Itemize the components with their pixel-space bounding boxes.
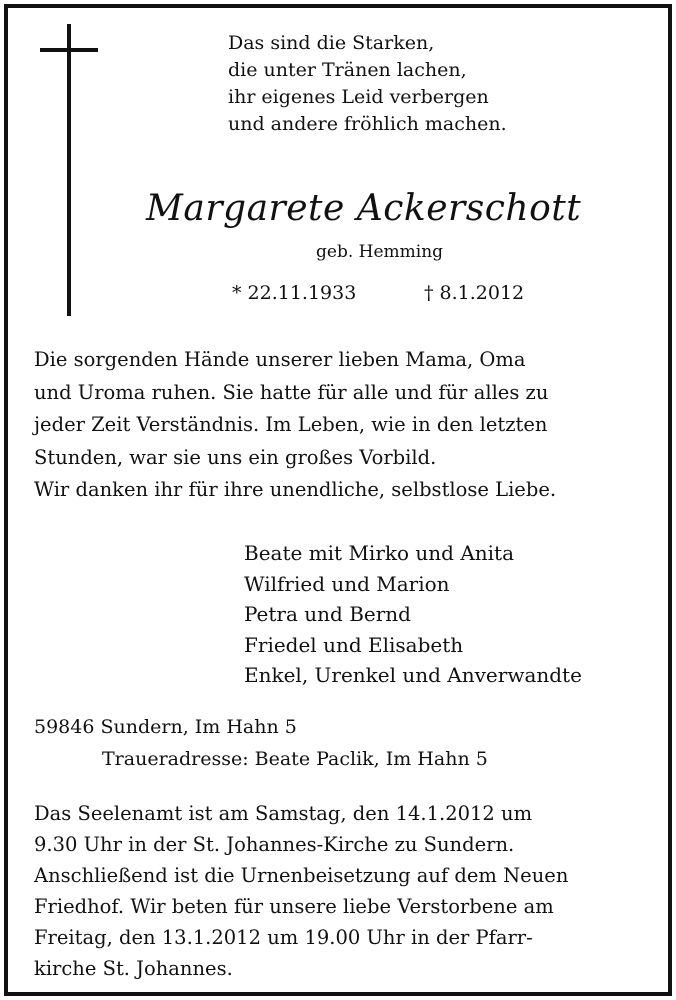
cross-horizontal-bar — [40, 48, 98, 52]
tribute-line: Stunden, war sie uns ein großes Vorbild. — [34, 445, 437, 469]
service-paragraph — [34, 798, 568, 984]
family-member: Petra und Bernd — [244, 602, 411, 626]
death-date: † 8.1.2012 — [424, 282, 525, 304]
tribute-line: Wir danken ihr für ihre unendliche, selbstlose Liebe. — [34, 478, 557, 501]
tribute-line: und Uroma ruhen. Sie hatte für alle und für alles zu — [34, 380, 549, 404]
tribute-paragraph — [34, 344, 556, 507]
service-line: Friedhof. Wir beten für unsere liebe Verstorbene am — [34, 895, 554, 918]
family-member: Enkel, Urenkel und Anverwandte — [244, 663, 582, 687]
service-line: Freitag, den 13.1.2012 um 19.00 Uhr in der Pfarr- — [34, 926, 533, 949]
service-line: kirche St. Johannes. — [34, 957, 233, 980]
cross-vertical-bar — [67, 24, 71, 316]
poem-line: und andere fröhlich machen. — [228, 113, 507, 135]
family-member: Friedel und Elisabeth — [244, 632, 464, 657]
service-line: Anschließend ist die Urnenbeisetzung auf dem Neuen — [34, 864, 569, 887]
poem-line: Das sind die Starken, — [228, 32, 435, 54]
birth-date: * 22.11.1933 — [232, 282, 357, 304]
family-member: Beate mit Mirko und Anita — [244, 541, 514, 565]
service-line: 9.30 Uhr in der St. Johannes-Kirche zu Sundern. — [34, 833, 515, 856]
poem-line: ihr eigenes Leid verbergen — [228, 86, 489, 108]
maiden-name: geb. Hemming — [316, 242, 444, 262]
mourning-address: Traueradresse: Beate Paclik, Im Hahn 5 — [102, 748, 488, 770]
family-member: Wilfried und Marion — [244, 571, 450, 596]
poem — [228, 30, 507, 138]
deceased-name: Margarete Ackerschott — [146, 188, 582, 229]
poem-line: die unter Tränen lachen, — [228, 59, 467, 81]
tribute-line: jeder Zeit Verständnis. Im Leben, wie in den letzten — [34, 413, 548, 436]
address: 59846 Sundern, Im Hahn 5 — [34, 716, 297, 738]
family-list — [244, 538, 582, 691]
service-line: Das Seelenamt ist am Samstag, den 14.1.2012 um — [34, 802, 533, 825]
tribute-line: Die sorgenden Hände unserer lieben Mama, Oma — [34, 348, 526, 371]
